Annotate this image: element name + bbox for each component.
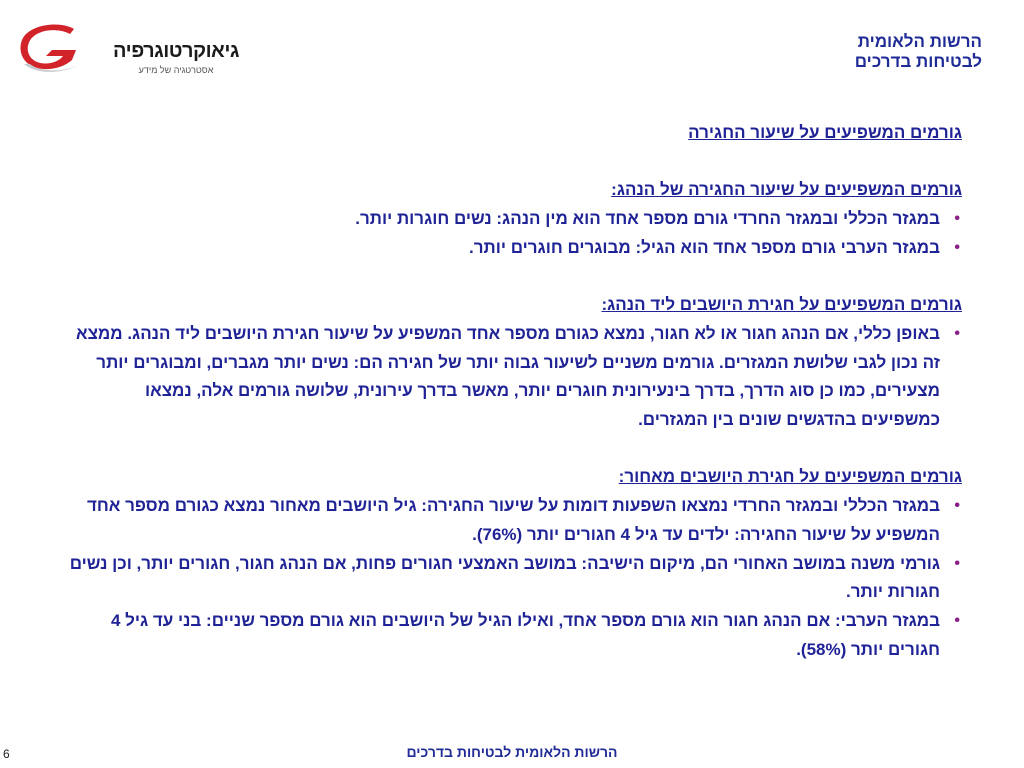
logo-name: גיאוקרטוגרפיה: [113, 40, 239, 62]
logo-tagline: אסטרטגיה של מידע: [138, 65, 214, 75]
bullet-icon: •: [954, 554, 960, 572]
list-item: [62, 205, 962, 234]
front-passenger-factors-list: [62, 320, 962, 435]
geocartography-logo: [16, 20, 239, 78]
bullet-icon: •: [954, 611, 960, 629]
page-number: 6: [3, 747, 10, 761]
list-item-text: במגזר הערבי: אם הנהג חגור הוא גורם מספר אחד, ואילו הגיל של היושבים הוא גורם מספר שניים: בני עד גיל 4 חגורים יותר (58%).: [110, 610, 940, 659]
bullet-icon: •: [954, 238, 960, 256]
section-heading-rear-passengers: גורמים המשפיעים על חגירת היושבים מאחור:: [618, 467, 962, 487]
list-item: [62, 607, 962, 664]
list-item-text: באופן כללי, אם הנהג חגור או לא חגור, נמצא כגורם מספר אחד המשפיע על שיעור חגירת היושבים ליד הנהג. ממצא זה נכון לגבי שלושת המגזרים. גורמים משניים לשיעור גבוה יותר של חגירה הם: נשים יותר מגברים, ומבוגרים יותר מצעירים, כמו כן סוג הדרך, בדרך בינעירונית חוגרים יותר, מאשר בדרך עירונית, שלושה גורמים אלה, נמצאו כמשפיעים בהדגשים שונים בין המגזרים.: [75, 323, 940, 429]
section-heading-driver: גורמים המשפיעים על שיעור החגירה של הנהג:: [611, 180, 962, 200]
slide-title: גורמים המשפיעים על שיעור החגירה: [688, 123, 962, 142]
spacer: [62, 263, 962, 292]
bullet-icon: •: [954, 324, 960, 342]
footer-text: הרשות הלאומית לבטיחות בדרכים: [406, 744, 618, 760]
spacer: [62, 148, 962, 177]
list-item: [62, 550, 962, 607]
list-item: [62, 320, 962, 435]
organization-title-line-1: הרשות הלאומית: [857, 32, 982, 51]
bullet-icon: •: [954, 497, 960, 515]
list-item: [62, 234, 962, 263]
driver-factors-list: [62, 205, 962, 262]
list-item-text: במגזר הכללי ובמגזר החרדי נמצאו השפעות דומות על שיעור החגירה: גיל היושבים מאחור נמצא כגורם מספר אחד המשפיע על שיעור החגירה: ילדים עד גיל 4 חגורים יותר (76%).: [86, 496, 940, 544]
list-item: [62, 492, 962, 549]
logo-g-icon: [16, 20, 96, 78]
section-heading-front-passengers: גורמים המשפיעים על חגירת היושבים ליד הנהג:: [601, 295, 962, 315]
slide-content: [62, 119, 962, 664]
organization-title-line-2: לבטיחות בדרכים: [854, 52, 982, 71]
spacer: [62, 435, 962, 464]
list-item-text: גורמי משנה במושב האחורי הם, מיקום הישיבה: במושב האמצעי חגורים פחות, אם הנהג חגור, חגורים יותר, וכן נשים חגורות יותר.: [69, 553, 940, 602]
list-item-text: במגזר הכללי ובמגזר החרדי גורם מספר אחד הוא מין הנהג: נשים חוגרות יותר.: [355, 209, 940, 229]
organization-title: [682, 32, 982, 72]
rear-passenger-factors-list: [62, 492, 962, 664]
list-item-text: במגזר הערבי גורם מספר אחד הוא הגיל: מבוגרים חוגרים יותר.: [469, 237, 940, 257]
bullet-icon: •: [954, 210, 960, 228]
